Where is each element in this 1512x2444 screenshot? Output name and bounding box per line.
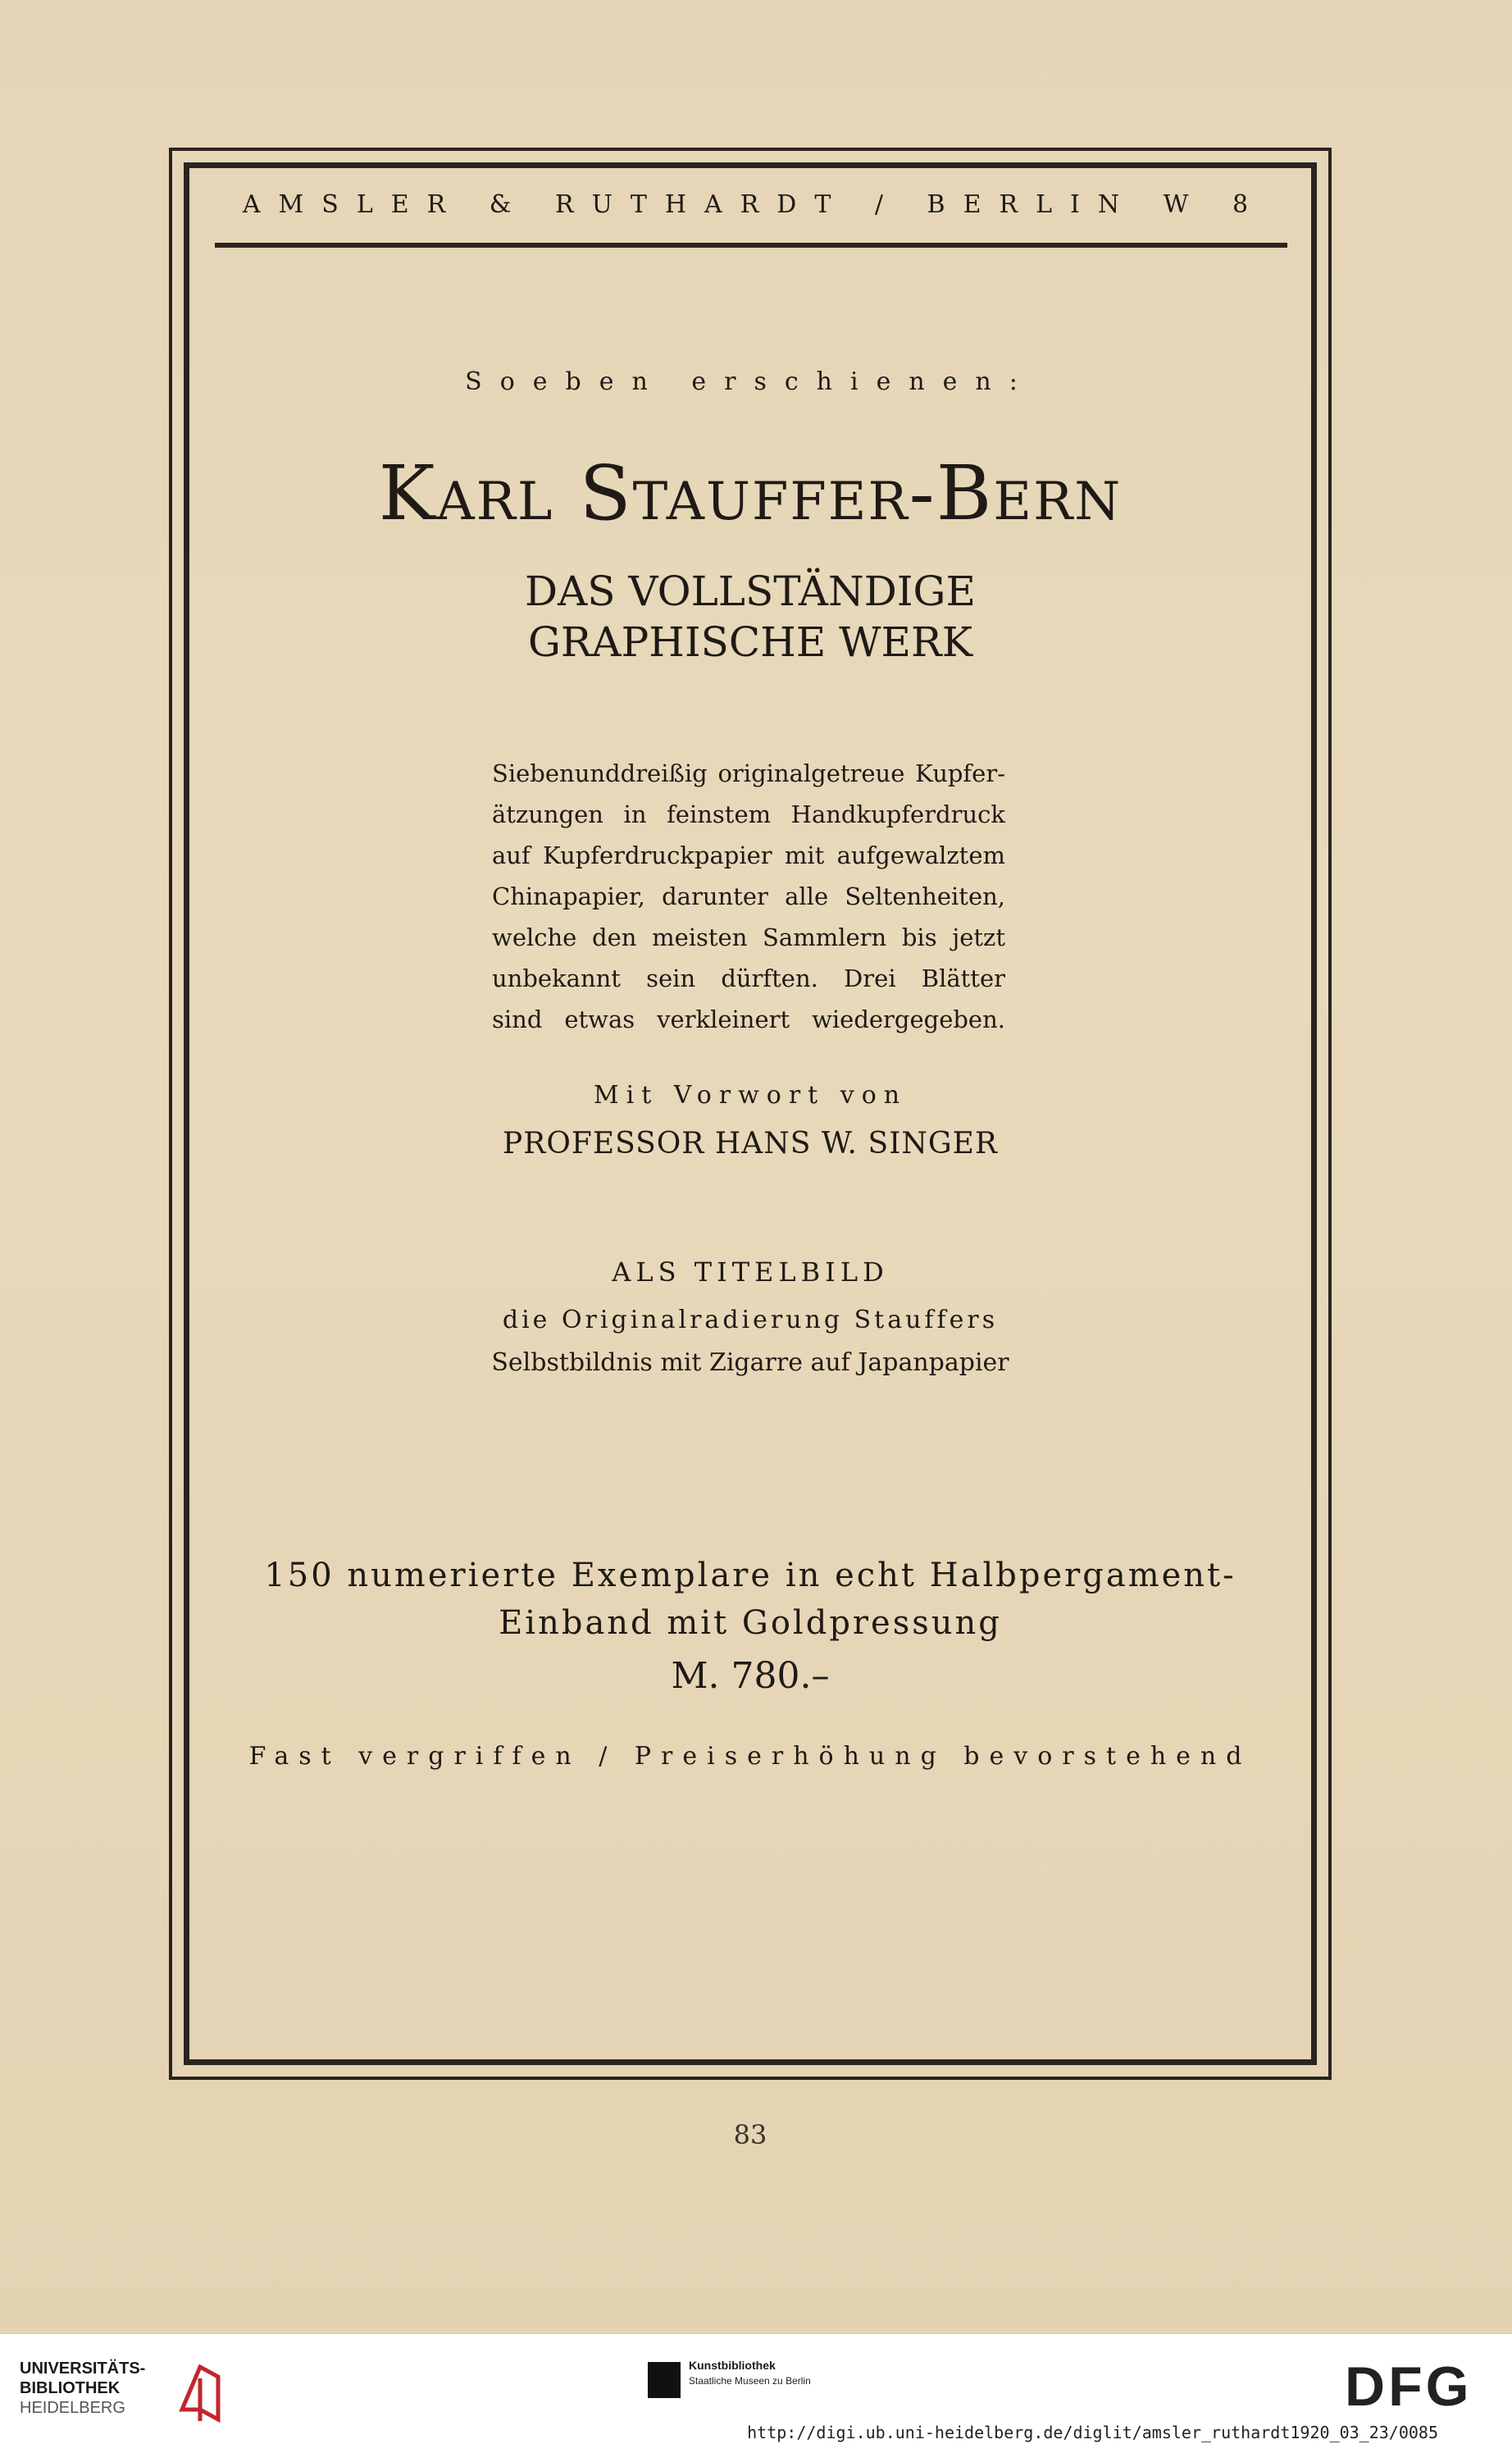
titelbild-line-2: Selbstbildnis mit Zigarre auf Japanpapier — [491, 1348, 1009, 1377]
price: M. 780.– — [671, 1655, 830, 1697]
description-line: auf Kupferdruckpapier mit aufgewalztem — [492, 841, 1005, 869]
uni-line-2: BIBLIOTHEK — [20, 2379, 121, 2397]
availability-notice: Fast vergriffen / Preiserhöhung bevorstehend — [248, 1742, 1252, 1771]
page-number: 83 — [733, 2119, 767, 2150]
titelbild-heading: ALS TITELBILD — [612, 1256, 889, 1288]
subtitle-line-1: DAS VOLLSTÄNDIGE — [525, 568, 976, 615]
publisher-header: AMSLER & RUTHARDT / BERLIN W 8 — [242, 190, 1267, 219]
footer-bar — [0, 2333, 1512, 2444]
source-url[interactable]: http://digi.ub.uni-heidelberg.de/diglit/amsler_ruthardt1920_03_23/0085 — [747, 2423, 1438, 2442]
subtitle-line-2: GRAPHISCHE WERK — [527, 618, 973, 666]
dfg-logo[interactable]: DFG — [1345, 2355, 1473, 2418]
university-library-logo[interactable] — [20, 2359, 145, 2418]
description-line: Siebenunddreißig originalgetreue Kupfer- — [492, 759, 1005, 787]
description-line: sind etwas verkleinert wiedergegeben. — [492, 1005, 1005, 1033]
inner-border — [184, 162, 1317, 2065]
header-rule — [215, 243, 1287, 248]
main-title: Karl Stauffer-Bern — [378, 449, 1123, 537]
description — [492, 753, 1005, 1040]
kunstbibliothek-icon — [648, 2362, 681, 2398]
library-mark-icon — [175, 2360, 225, 2426]
description-line: ätzungen in feinstem Handkupferdruck — [492, 800, 1005, 828]
titelbild-line-1: die Originalradierung Stauffers — [502, 1306, 999, 1334]
kb-line-1: Kunstbibliothek — [689, 2359, 776, 2372]
vorwort-label: Mit Vorwort von — [593, 1081, 908, 1110]
uni-line-3: HEIDELBERG — [20, 2399, 125, 2417]
description-line: Chinapapier, darunter alle Seltenheiten, — [492, 882, 1005, 910]
announcement-intro: Soeben erschienen: — [465, 367, 1036, 396]
author-name: PROFESSOR HANS W. SINGER — [503, 1127, 998, 1160]
subtitle — [189, 566, 1312, 668]
description-line: welche den meisten Sammlern bis jetzt — [492, 923, 1005, 951]
edition-line-2: Einband mit Goldpressung — [499, 1604, 1002, 1642]
edition-line-1: 150 numerierte Exemplare in echt Halbpergament- — [264, 1557, 1236, 1594]
uni-line-1: UNIVERSITÄTS- — [20, 2360, 146, 2378]
description-line: unbekannt sein dürften. Drei Blätter — [492, 964, 1005, 992]
kb-line-2: Staatliche Museen zu Berlin — [689, 2375, 811, 2387]
